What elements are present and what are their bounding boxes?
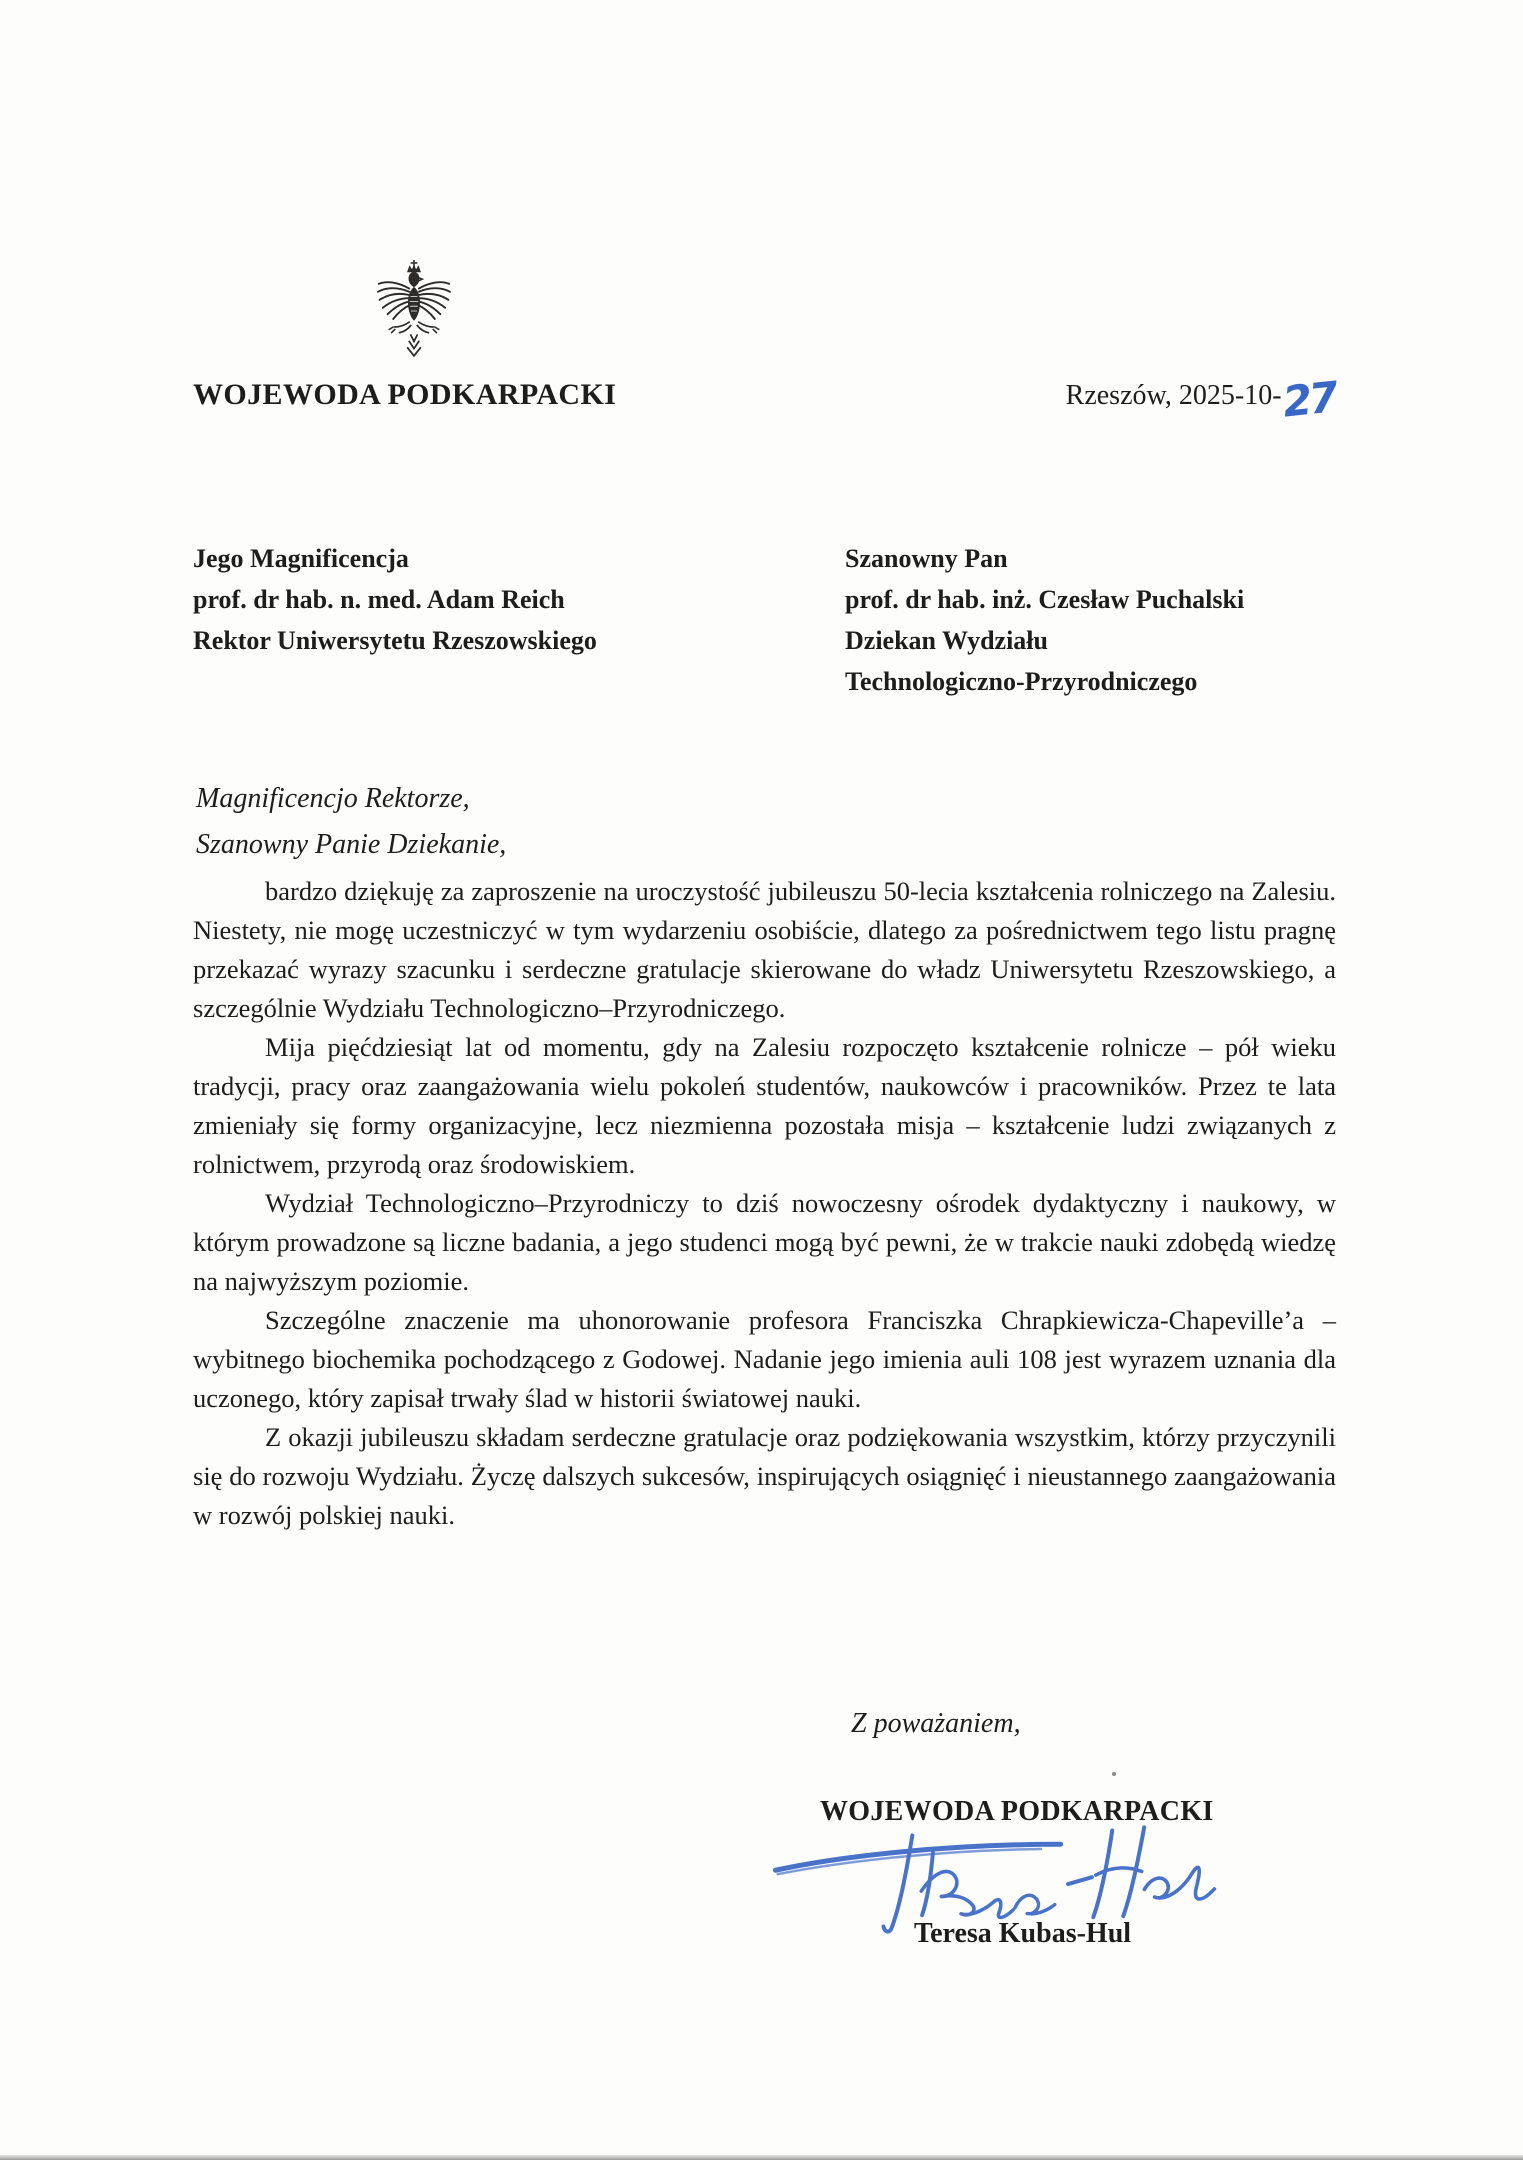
recipient-line: Szanowny Pan (845, 544, 1008, 573)
paragraph: Z okazji jubileuszu składam serdeczne gratulacje oraz podziękowania wszystkim, którzy przyczynili się do rozwoju Wydziału. Życzę dalszych sukcesów, inspirujących osiągnięć i nieustannego zaangażowania w rozwój polskiej nauki. (193, 1422, 1336, 1530)
recipient-line: Jego Magnificencja (193, 544, 409, 573)
recipient-line: Technologiczno-Przyrodniczego (845, 667, 1198, 696)
place-date-line (1065, 372, 1338, 427)
paragraph: bardzo dziękuję za zaproszenie na uroczystość jubileuszu 50-lecia kształcenia rolniczego na Zalesiu. Niestety, nie mogę uczestniczyć w tym wydarzeniu osobiście, dlatego za pośrednictwem tego listu pragnę przekazać wyrazy szacunku i serdeczne gratulacje skierowane do władz Uniwersytetu Rzeszowskiego, a szczególnie Wydziału Technologiczno–Przyrodniczego. (193, 876, 1336, 1023)
salutation-line: Magnificencjo Rektorze, (196, 783, 470, 814)
date-day-handwritten: 27 (1280, 372, 1338, 427)
polish-eagle-emblem-icon (374, 258, 454, 364)
salutation (196, 776, 506, 868)
scan-speck (1112, 1772, 1116, 1776)
place-date-typed: Rzeszów, 2025-10- (1065, 380, 1282, 411)
recipients-section (193, 538, 1343, 702)
letter-body (193, 872, 1336, 1535)
paragraph: Wydział Technologiczno–Przyrodniczy to dziś nowoczesny ośrodek dydaktyczny i naukowy, w którym prowadzone są liczne badania, a jego studenci mogą być pewni, że w trakcie nauki zdobędą wiedzę na najwyższym poziomie. (193, 1188, 1336, 1296)
recipient-line: prof. dr hab. inż. Czesław Puchalski (845, 585, 1245, 614)
salutation-line: Szanowny Panie Dziekanie, (196, 829, 507, 860)
signer-title: WOJEWODA PODKARPACKI (820, 1796, 1214, 1827)
paragraph: Szczególne znaczenie ma uhonorowanie profesora Franciszka Chrapkiewicza-Chapeville’a – wybitnego biochemika pochodzącego z Godowej. Nadanie jego imienia auli 108 jest wyrazem uznania dla uczonego, który zapisał trwały ślad w historii światowej nauki. (193, 1305, 1336, 1413)
valediction: Z poważaniem, (851, 1708, 1021, 1739)
paragraph: Mija pięćdziesiąt lat od momentu, gdy na Zalesiu rozpoczęto kształcenie rolnicze – pół wieku tradycji, pracy oraz zaangażowania wielu pokoleń studentów, naukowców i pracowników. Przez te lata zmieniały się formy organizacyjne, lecz niezmienna pozostała misja – kształcenie ludzi związanych z rolnictwem, przyrodą oraz środowiskiem. (193, 1032, 1336, 1179)
signer-name: Teresa Kubas-Hul (914, 1918, 1132, 1949)
recipient-dean-block (845, 538, 1343, 702)
letterhead-row (193, 372, 1338, 427)
recipient-rector-block (193, 538, 845, 702)
recipient-line: Rektor Uniwersytetu Rzeszowskiego (193, 626, 597, 655)
recipient-line: prof. dr hab. n. med. Adam Reich (193, 585, 565, 614)
scan-bottom-edge (0, 2155, 1523, 2160)
sender-title: WOJEWODA PODKARPACKI (193, 378, 617, 411)
recipient-line: Dziekan Wydziału (845, 626, 1048, 655)
